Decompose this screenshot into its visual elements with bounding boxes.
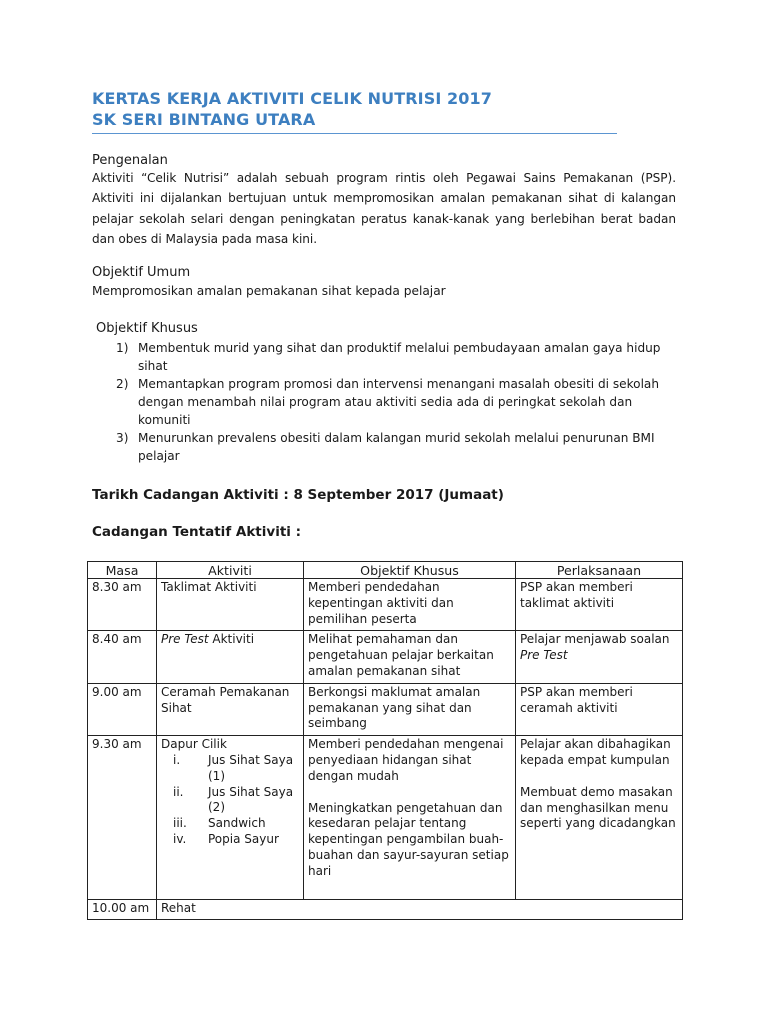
perlaksanaan-paragraph: Membuat demo masakan dan menghasilkan menu seperti yang dicadangkan bbox=[520, 784, 676, 831]
objektif-khusus-list bbox=[116, 339, 686, 465]
document-title: KERTAS KERJA AKTIVITI CELIK NUTRISI 2017 bbox=[92, 89, 492, 108]
paragraph-gap bbox=[520, 769, 678, 785]
cell-aktiviti bbox=[157, 631, 304, 683]
cell-aktiviti: Taklimat Aktiviti bbox=[157, 579, 304, 631]
cell-perlaksanaan bbox=[516, 736, 683, 899]
schedule-table bbox=[87, 561, 683, 920]
cell-masa: 9.00 am bbox=[88, 683, 157, 735]
list-item bbox=[116, 375, 686, 429]
cell-aktiviti bbox=[157, 736, 304, 899]
list-item-text: Membentuk murid yang sihat dan produktif melalui pembudayaan amalan gaya hidup sihat bbox=[138, 341, 661, 373]
list-item-number: ii. bbox=[173, 784, 184, 799]
list-item bbox=[116, 429, 686, 465]
list-item-number: 2) bbox=[116, 377, 129, 391]
tarikh-cadangan: Tarikh Cadangan Aktiviti : 8 September 2017 (Jumaat) bbox=[92, 487, 504, 503]
title-divider bbox=[92, 133, 617, 134]
list-item-number: iii. bbox=[173, 816, 187, 831]
cell-objektif bbox=[304, 736, 516, 899]
paragraph-gap bbox=[308, 785, 511, 801]
table-row bbox=[88, 736, 683, 899]
cell-perlaksanaan bbox=[516, 631, 683, 683]
list-item bbox=[161, 832, 299, 848]
dapur-cilik-list bbox=[161, 753, 299, 848]
list-item bbox=[161, 785, 299, 817]
table-row bbox=[88, 631, 683, 683]
cell-aktiviti: Ceramah Pemakanan Sihat bbox=[157, 683, 304, 735]
cell-objektif: Berkongsi maklumat amalan pemakanan yang sihat dan seimbang bbox=[304, 683, 516, 735]
column-header-masa: Masa bbox=[88, 562, 157, 579]
table-row bbox=[88, 683, 683, 735]
list-item-text: Sandwich bbox=[208, 816, 266, 831]
objektif-khusus-heading: Objektif Khusus bbox=[96, 321, 198, 336]
list-item-text: Menurunkan prevalens obesiti dalam kalangan murid sekolah melalui penurunan BMI pelajar bbox=[138, 431, 655, 463]
table-row bbox=[88, 579, 683, 631]
cell-masa: 8.30 am bbox=[88, 579, 157, 631]
objektif-paragraph: Meningkatkan pengetahuan dan kesedaran pelajar tentang kepentingan pengambilan buah-buahan dan sayur-sayuran setiap hari bbox=[308, 800, 509, 878]
table-row bbox=[88, 899, 683, 920]
cell-objektif: Memberi pendedahan kepentingan aktiviti dan pemilihan peserta bbox=[304, 579, 516, 631]
objektif-umum-text: Mempromosikan amalan pemakanan sihat kepada pelajar bbox=[92, 284, 446, 298]
cell-masa: 9.30 am bbox=[88, 736, 157, 899]
column-header-objektif: Objektif Khusus bbox=[304, 562, 516, 579]
pre-test-label: Pre Test bbox=[520, 648, 568, 663]
cell-masa: 8.40 am bbox=[88, 631, 157, 683]
cell-objektif: Melihat pemahaman dan pengetahuan pelajar berkaitan amalan pemakanan sihat bbox=[304, 631, 516, 683]
pengenalan-paragraph: Aktiviti “Celik Nutrisi” adalah sebuah program rintis oleh Pegawai Sains Pemakanan (PSP). Aktiviti ini dijalankan bertujuan untuk mempromosikan amalan pemakanan sihat di kalangan pelajar sekolah selari dengan peningkatan peratus kanak-kanak yang berlebihan berat badan dan obes di Malaysia pada masa kini. bbox=[92, 171, 676, 246]
list-item-number: 3) bbox=[116, 431, 129, 445]
pre-test-label: Pre Test bbox=[161, 632, 209, 647]
cell-masa: 10.00 am bbox=[88, 899, 157, 920]
cell-bottom-space bbox=[308, 880, 511, 896]
cadangan-tentatif-heading: Cadangan Tentatif Aktiviti : bbox=[92, 524, 301, 540]
list-item-text: Memantapkan program promosi dan intervensi menangani masalah obesiti di sekolah dengan menambah nilai program atau aktiviti sedia ada di peringkat sekolah dan komuniti bbox=[138, 377, 660, 427]
list-item-text: Jus Sihat Saya (1) bbox=[208, 752, 294, 783]
aktiviti-suffix: Aktiviti bbox=[208, 632, 255, 647]
list-item-number: iv. bbox=[173, 831, 187, 846]
aktiviti-title: Dapur Cilik bbox=[161, 737, 227, 752]
perlaksanaan-paragraph: Pelajar akan dibahagikan kepada empat kumpulan bbox=[520, 737, 671, 767]
perlaksanaan-text: Pelajar menjawab soalan bbox=[520, 632, 670, 647]
objektif-paragraph: Memberi pendedahan mengenai penyediaan hidangan sihat dengan mudah bbox=[308, 737, 504, 783]
cell-aktiviti: Rehat bbox=[157, 899, 683, 920]
list-item bbox=[161, 816, 299, 832]
column-header-perlaksanaan: Perlaksanaan bbox=[516, 562, 683, 579]
pengenalan-heading: Pengenalan bbox=[92, 153, 168, 168]
table-header-row bbox=[88, 562, 683, 579]
list-item-text: Popia Sayur bbox=[208, 831, 279, 846]
list-item-number: i. bbox=[173, 752, 181, 767]
cell-perlaksanaan: PSP akan memberi taklimat aktiviti bbox=[516, 579, 683, 631]
list-item bbox=[161, 753, 299, 785]
list-item-number: 1) bbox=[116, 341, 129, 355]
list-item bbox=[116, 339, 686, 375]
list-item-text: Jus Sihat Saya (2) bbox=[208, 784, 294, 815]
objektif-umum-heading: Objektif Umum bbox=[92, 265, 191, 280]
school-name: SK SERI BINTANG UTARA bbox=[92, 110, 316, 129]
column-header-aktiviti: Aktiviti bbox=[157, 562, 304, 579]
cell-perlaksanaan: PSP akan memberi ceramah aktiviti bbox=[516, 683, 683, 735]
